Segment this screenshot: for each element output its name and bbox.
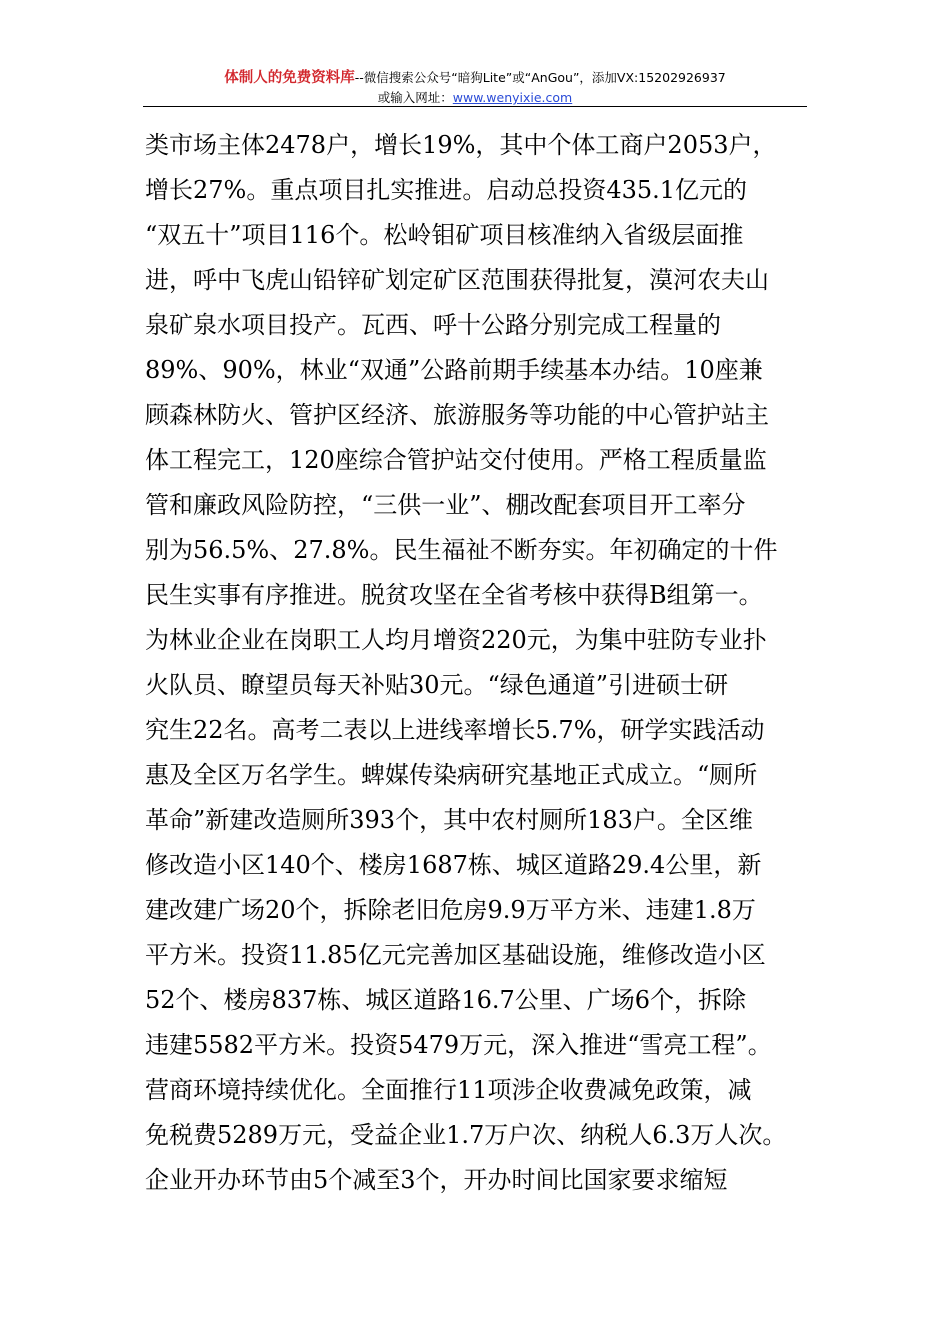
body-line: “双五十”项目116个。松岭钼矿项目核准纳入省级层面推 [145, 221, 744, 249]
body-line: 进，呼中飞虎山铅锌矿划定矿区范围获得批复，漠河农夫山 [145, 266, 769, 294]
body-line: 52个、楼房837栋、城区道路16.7公里、广场6个，拆除 [145, 986, 747, 1014]
body-line: 企业开办环节由5个减至3个，开办时间比国家要求缩短 [145, 1166, 728, 1194]
body-line: 泉矿泉水项目投产。瓦西、呼十公路分别完成工程量的 [145, 311, 721, 339]
header-contact-info: --微信搜索公众号“暗狗Lite”或“AnGou”，添加VX:15202926937 [354, 70, 726, 85]
header-divider [143, 106, 807, 107]
body-line: 管和廉政风险防控，“三供一业”、棚改配套项目开工率分 [145, 491, 746, 519]
body-line: 平方米。投资11.85亿元完善加区基础设施，维修改造小区 [145, 941, 766, 969]
page-header [143, 68, 807, 108]
body-line: 火队员、瞭望员每天补贴30元。“绿色通道”引进硕士研 [145, 671, 729, 699]
header-line-2 [143, 88, 807, 108]
body-line: 顾森林防火、管护区经济、旅游服务等功能的中心管护站主 [145, 401, 769, 429]
body-line: 修改造小区140个、楼房1687栋、城区道路29.4公里，新 [145, 851, 762, 879]
body-line: 营商环境持续优化。全面推行11项涉企收费减免政策，减 [145, 1076, 752, 1104]
body-line: 革命”新建改造厕所393个，其中农村厕所183户。全区维 [145, 806, 753, 834]
website-link[interactable]: www.wenyixie.com [452, 90, 573, 105]
body-line: 为林业企业在岗职工人均月增资220元，为集中驻防专业扑 [145, 626, 767, 654]
body-line: 类市场主体2478户，增长19%，其中个体工商户2053户， [145, 131, 777, 159]
body-line: 免税费5289万元，受益企业1.7万户次、纳税人6.3万人次。 [145, 1121, 787, 1149]
body-line: 民生实事有序推进。脱贫攻坚在全省考核中获得B组第一。 [145, 581, 763, 609]
body-line: 建改建广场20个，拆除老旧危房9.9万平方米、违建1.8万 [145, 896, 756, 924]
header-line-1 [143, 68, 807, 88]
body-line: 究生22名。高考二表以上进线率增长5.7%，研学实践活动 [145, 716, 765, 744]
body-line: 89%、90%，林业“双通”公路前期手续基本办结。10座兼 [145, 356, 763, 384]
document-body [145, 123, 810, 1203]
brand-title: 体制人的免费资料库 [224, 70, 355, 86]
url-prefix: 或输入网址： [377, 90, 453, 105]
body-line: 增长27%。重点项目扎实推进。启动总投资435.1亿元的 [145, 176, 748, 204]
body-line: 别为56.5%、27.8%。民生福祉不断夯实。年初确定的十件 [145, 536, 778, 564]
body-line: 体工程完工，120座综合管护站交付使用。严格工程质量监 [145, 446, 767, 474]
body-line: 违建5582平方米。投资5479万元，深入推进“雪亮工程”。 [145, 1031, 772, 1059]
body-line: 惠及全区万名学生。蜱媒传染病研究基地正式成立。“厕所 [145, 761, 758, 789]
